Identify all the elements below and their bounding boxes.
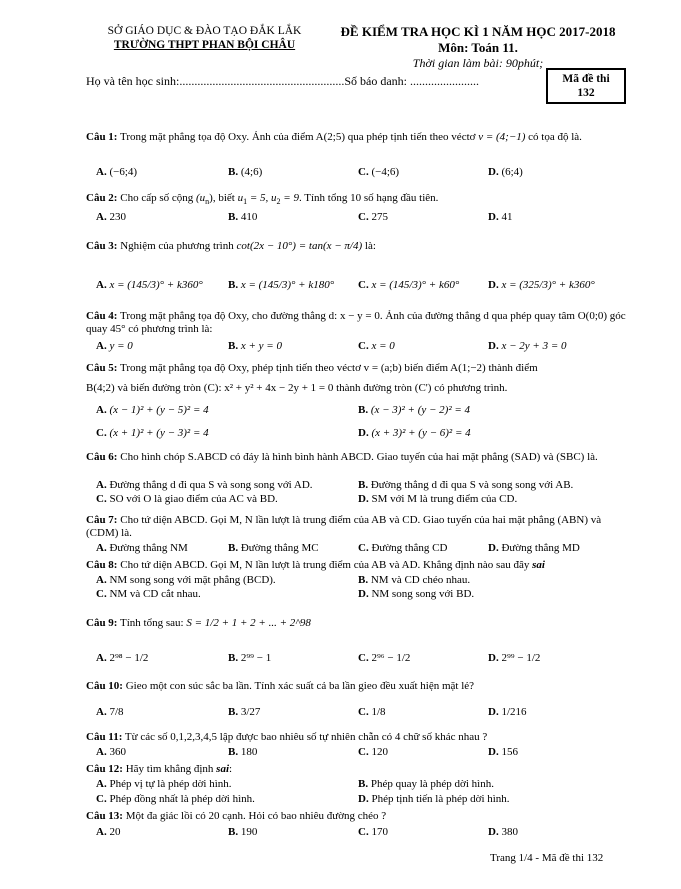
option-b[interactable]: B. 190	[228, 826, 258, 838]
header-right	[330, 24, 626, 70]
question-number: Câu 2:	[86, 192, 118, 204]
question-number: Câu 6:	[86, 451, 118, 463]
question-number: Câu 8:	[86, 559, 118, 571]
option-b[interactable]: B. 180	[228, 746, 258, 758]
question-text: Từ các số 0,1,2,3,4,5 lập được bao nhiêu số tự nhiên chẵn có 4 chữ số khác nhau ?	[122, 731, 488, 743]
option-d[interactable]: D. 2⁹⁹ − 1/2	[488, 652, 541, 664]
option-b[interactable]: B. Đường thẳng d đi qua S và song song với AB.	[358, 479, 574, 491]
header-left	[82, 24, 327, 52]
question-12	[86, 763, 632, 776]
option-c[interactable]: C. (−4;6)	[358, 166, 400, 178]
question-text: Trong mặt phẳng tọa độ Oxy, cho đường thẳng d: x − y = 0. Ảnh của đường thẳng d qua phép quay tâm O(0;0) góc quay 45° có phương trình là:	[86, 310, 626, 336]
question-7	[86, 514, 632, 541]
option-a[interactable]: A. 360	[96, 746, 126, 758]
option-a[interactable]: A. Đường thẳng NM	[96, 542, 188, 554]
question-number: Câu 5:	[86, 362, 118, 374]
option-a[interactable]: A. x = (145/3)° + k360°	[96, 279, 203, 291]
question-1	[86, 131, 632, 144]
question-tail: có tọa độ là.	[525, 131, 582, 143]
option-a[interactable]: A. 7/8	[96, 706, 124, 718]
option-a[interactable]: A. y = 0	[96, 340, 133, 352]
question-3	[86, 240, 632, 253]
condition-rest-2: = 9	[280, 192, 299, 204]
page-footer: Trang 1/4 - Mã đề thi 132	[490, 852, 604, 864]
question-text-2: , biết	[212, 192, 238, 204]
time-line: Thời gian làm bài: 90phút;	[412, 55, 544, 70]
option-d[interactable]: D. x = (325/3)° + k360°	[488, 279, 595, 291]
question-5-line-2: B(4;2) và biến đường tròn (C): x² + y² + 4x − 2y + 1 = 0 thành đường tròn (C') có phương trình.	[86, 382, 508, 394]
option-c[interactable]: C. SO với O là giao điểm của AC và BD.	[96, 493, 278, 505]
option-d[interactable]: D. Đường thẳng MD	[488, 542, 580, 554]
option-d[interactable]: D. (6;4)	[488, 166, 523, 178]
option-d[interactable]: D. NM song song với BD.	[358, 588, 475, 600]
option-b[interactable]: B. (4;6)	[228, 166, 263, 178]
sequence-open: (u	[196, 192, 206, 204]
question-number: Câu 9:	[86, 617, 118, 629]
option-a[interactable]: A. (x − 1)² + (y − 5)² = 4	[96, 404, 209, 416]
question-number: Câu 13:	[86, 810, 123, 822]
option-c[interactable]: C. 1/8	[358, 706, 386, 718]
exam-code-box	[546, 68, 626, 104]
exam-header	[0, 24, 681, 68]
option-a[interactable]: A. Phép vị tự là phép dời hình.	[96, 778, 232, 790]
option-c[interactable]: C. Đường thẳng CD	[358, 542, 448, 554]
question-number: Câu 3:	[86, 240, 118, 252]
question-5	[86, 362, 632, 375]
question-number: Câu 10:	[86, 680, 123, 692]
question-text: Hãy tìm khẳng định	[122, 763, 217, 775]
condition-rest: = 5, u	[247, 192, 277, 204]
question-number: Câu 12:	[86, 763, 123, 775]
option-a[interactable]: A. Đường thẳng d đi qua S và song song với AD.	[96, 479, 313, 491]
question-text: Tính tổng sau:	[117, 617, 187, 629]
option-c[interactable]: C. 2⁹⁶ − 1/2	[358, 652, 411, 664]
question-tail: là:	[362, 240, 376, 252]
option-c[interactable]: C. NM và CD cắt nhau.	[96, 588, 201, 600]
option-a[interactable]: A. 230	[96, 211, 126, 223]
emphasis: sai	[532, 559, 545, 571]
question-text: Gieo một con súc sắc ba lần. Tính xác suất cả ba lần gieo đều xuất hiện mặt lẻ?	[122, 680, 475, 692]
sequence-sub: n	[205, 197, 210, 207]
option-d[interactable]: D. x − 2y + 3 = 0	[488, 340, 567, 352]
question-text-3: . Tính tổng 10 số hạng đầu tiên.	[298, 192, 439, 204]
option-c[interactable]: C. (x + 1)² + (y − 3)² = 4	[96, 427, 209, 439]
option-d[interactable]: D. Phép tịnh tiến là phép dời hình.	[358, 793, 510, 805]
question-9	[86, 617, 632, 630]
option-b[interactable]: B. Phép quay là phép dời hình.	[358, 778, 494, 790]
question-8	[86, 559, 632, 572]
question-text: Cho tứ diện ABCD. Gọi M, N lần lượt là trung điểm của AB và AD. Khẳng định nào sau đây	[117, 559, 533, 571]
option-b[interactable]: B. 2⁹⁹ − 1	[228, 652, 272, 664]
question-13	[86, 810, 632, 823]
question-text: Trong mặt phẳng tọa độ Oxy, phép tịnh tiến theo véctơ v = (a;b) biến điểm A(1;−2) thành điểm	[117, 362, 538, 374]
question-2: Câu 2: Cho cấp số cộng $(u_n)$, biết $u_1 = 5$, $u_2 = 9$. Tính tổng 10 số hạng đầu tiên.	[86, 192, 439, 207]
question-text: Cho hình chóp S.ABCD có đáy là hình bình hành ABCD. Giao tuyến của hai mặt phẳng (SAD) và (SBC) là.	[117, 451, 598, 463]
option-b[interactable]: B. 3/27	[228, 706, 261, 718]
option-b[interactable]: B. (x − 3)² + (y − 2)² = 4	[358, 404, 471, 416]
option-a[interactable]: A. 2⁹⁸ − 1/2	[96, 652, 149, 664]
option-c[interactable]: C. x = 0	[358, 340, 395, 352]
question-text: Một đa giác lồi có 20 cạnh. Hỏi có bao nhiêu đường chéo ?	[122, 810, 387, 822]
exam-title: ĐỀ KIỂM TRA HỌC KÌ 1 NĂM HỌC 2017-2018	[340, 24, 616, 39]
department-name: SỞ GIÁO DỤC & ĐÀO TẠO ĐẮK LẮK	[107, 25, 302, 37]
option-d[interactable]: D. 380	[488, 826, 518, 838]
option-c[interactable]: C. 275	[358, 211, 388, 223]
condition-u: u	[237, 192, 244, 204]
sum-expression: S = 1/2 + 1 + 2 + ... + 2^98	[186, 617, 311, 629]
question-tail: :	[229, 763, 233, 775]
subject-line: Môn: Toán 11.	[438, 39, 518, 55]
option-a[interactable]: A. 20	[96, 826, 121, 838]
option-b[interactable]: B. Đường thẳng MC	[228, 542, 319, 554]
question-6	[86, 451, 632, 464]
student-info-row: Họ và tên học sinh:.......................................................Số báo danh: .......................	[86, 74, 479, 88]
question-number: Câu 1:	[86, 131, 118, 143]
emphasis: sai	[216, 763, 230, 775]
option-c[interactable]: C. Phép đồng nhất là phép dời hình.	[96, 793, 255, 805]
exam-code-label: Mã đề thi	[562, 73, 610, 85]
option-d[interactable]: D. SM với M là trung điểm của CD.	[358, 493, 518, 505]
option-a[interactable]: A. (−6;4)	[96, 166, 138, 178]
question-10	[86, 680, 632, 693]
question-text: Cho cấp số cộng	[117, 192, 196, 204]
option-b[interactable]: B. 410	[228, 211, 258, 223]
equation: cot(2x − 10°) = tan(x − π/4)	[236, 240, 363, 252]
question-text: Cho tứ diện ABCD. Gọi M, N lần lượt là trung điểm của AB và CD. Giao tuyến của hai mặt phẳng (ABN) và (CDM) là.	[86, 514, 602, 540]
question-text: Nghiệm của phương trình	[117, 240, 237, 252]
option-d[interactable]: D. 156	[488, 746, 518, 758]
option-d[interactable]: D. 1/216	[488, 706, 527, 718]
option-c[interactable]: C. 120	[358, 746, 388, 758]
option-a[interactable]: A. NM song song với mặt phẳng (BCD).	[96, 574, 276, 586]
option-c[interactable]: C. 170	[358, 826, 388, 838]
question-text: Trong mặt phẳng tọa độ Oxy. Ảnh của điểm A(2;5) qua phép tịnh tiến theo véctơ	[117, 131, 479, 143]
sequence-close: )	[209, 192, 213, 204]
question-11	[86, 731, 632, 744]
question-number: Câu 4:	[86, 310, 118, 322]
vector-expression: v = (4;−1)	[478, 131, 526, 143]
question-number: Câu 7:	[86, 514, 118, 526]
option-c[interactable]: C. x = (145/3)° + k60°	[358, 279, 460, 291]
option-b[interactable]: B. x + y = 0	[228, 340, 282, 352]
option-b[interactable]: B. x = (145/3)° + k180°	[228, 279, 335, 291]
option-d[interactable]: D. (x + 3)² + (y − 6)² = 4	[358, 427, 471, 439]
exam-code-value: 132	[577, 87, 595, 100]
school-name: TRƯỜNG THPT PHAN BỘI CHÂU	[113, 39, 296, 52]
option-b[interactable]: B. NM và CD chéo nhau.	[358, 574, 471, 586]
question-4	[86, 310, 632, 337]
question-number: Câu 11:	[86, 731, 123, 743]
option-d[interactable]: D. 41	[488, 211, 513, 223]
